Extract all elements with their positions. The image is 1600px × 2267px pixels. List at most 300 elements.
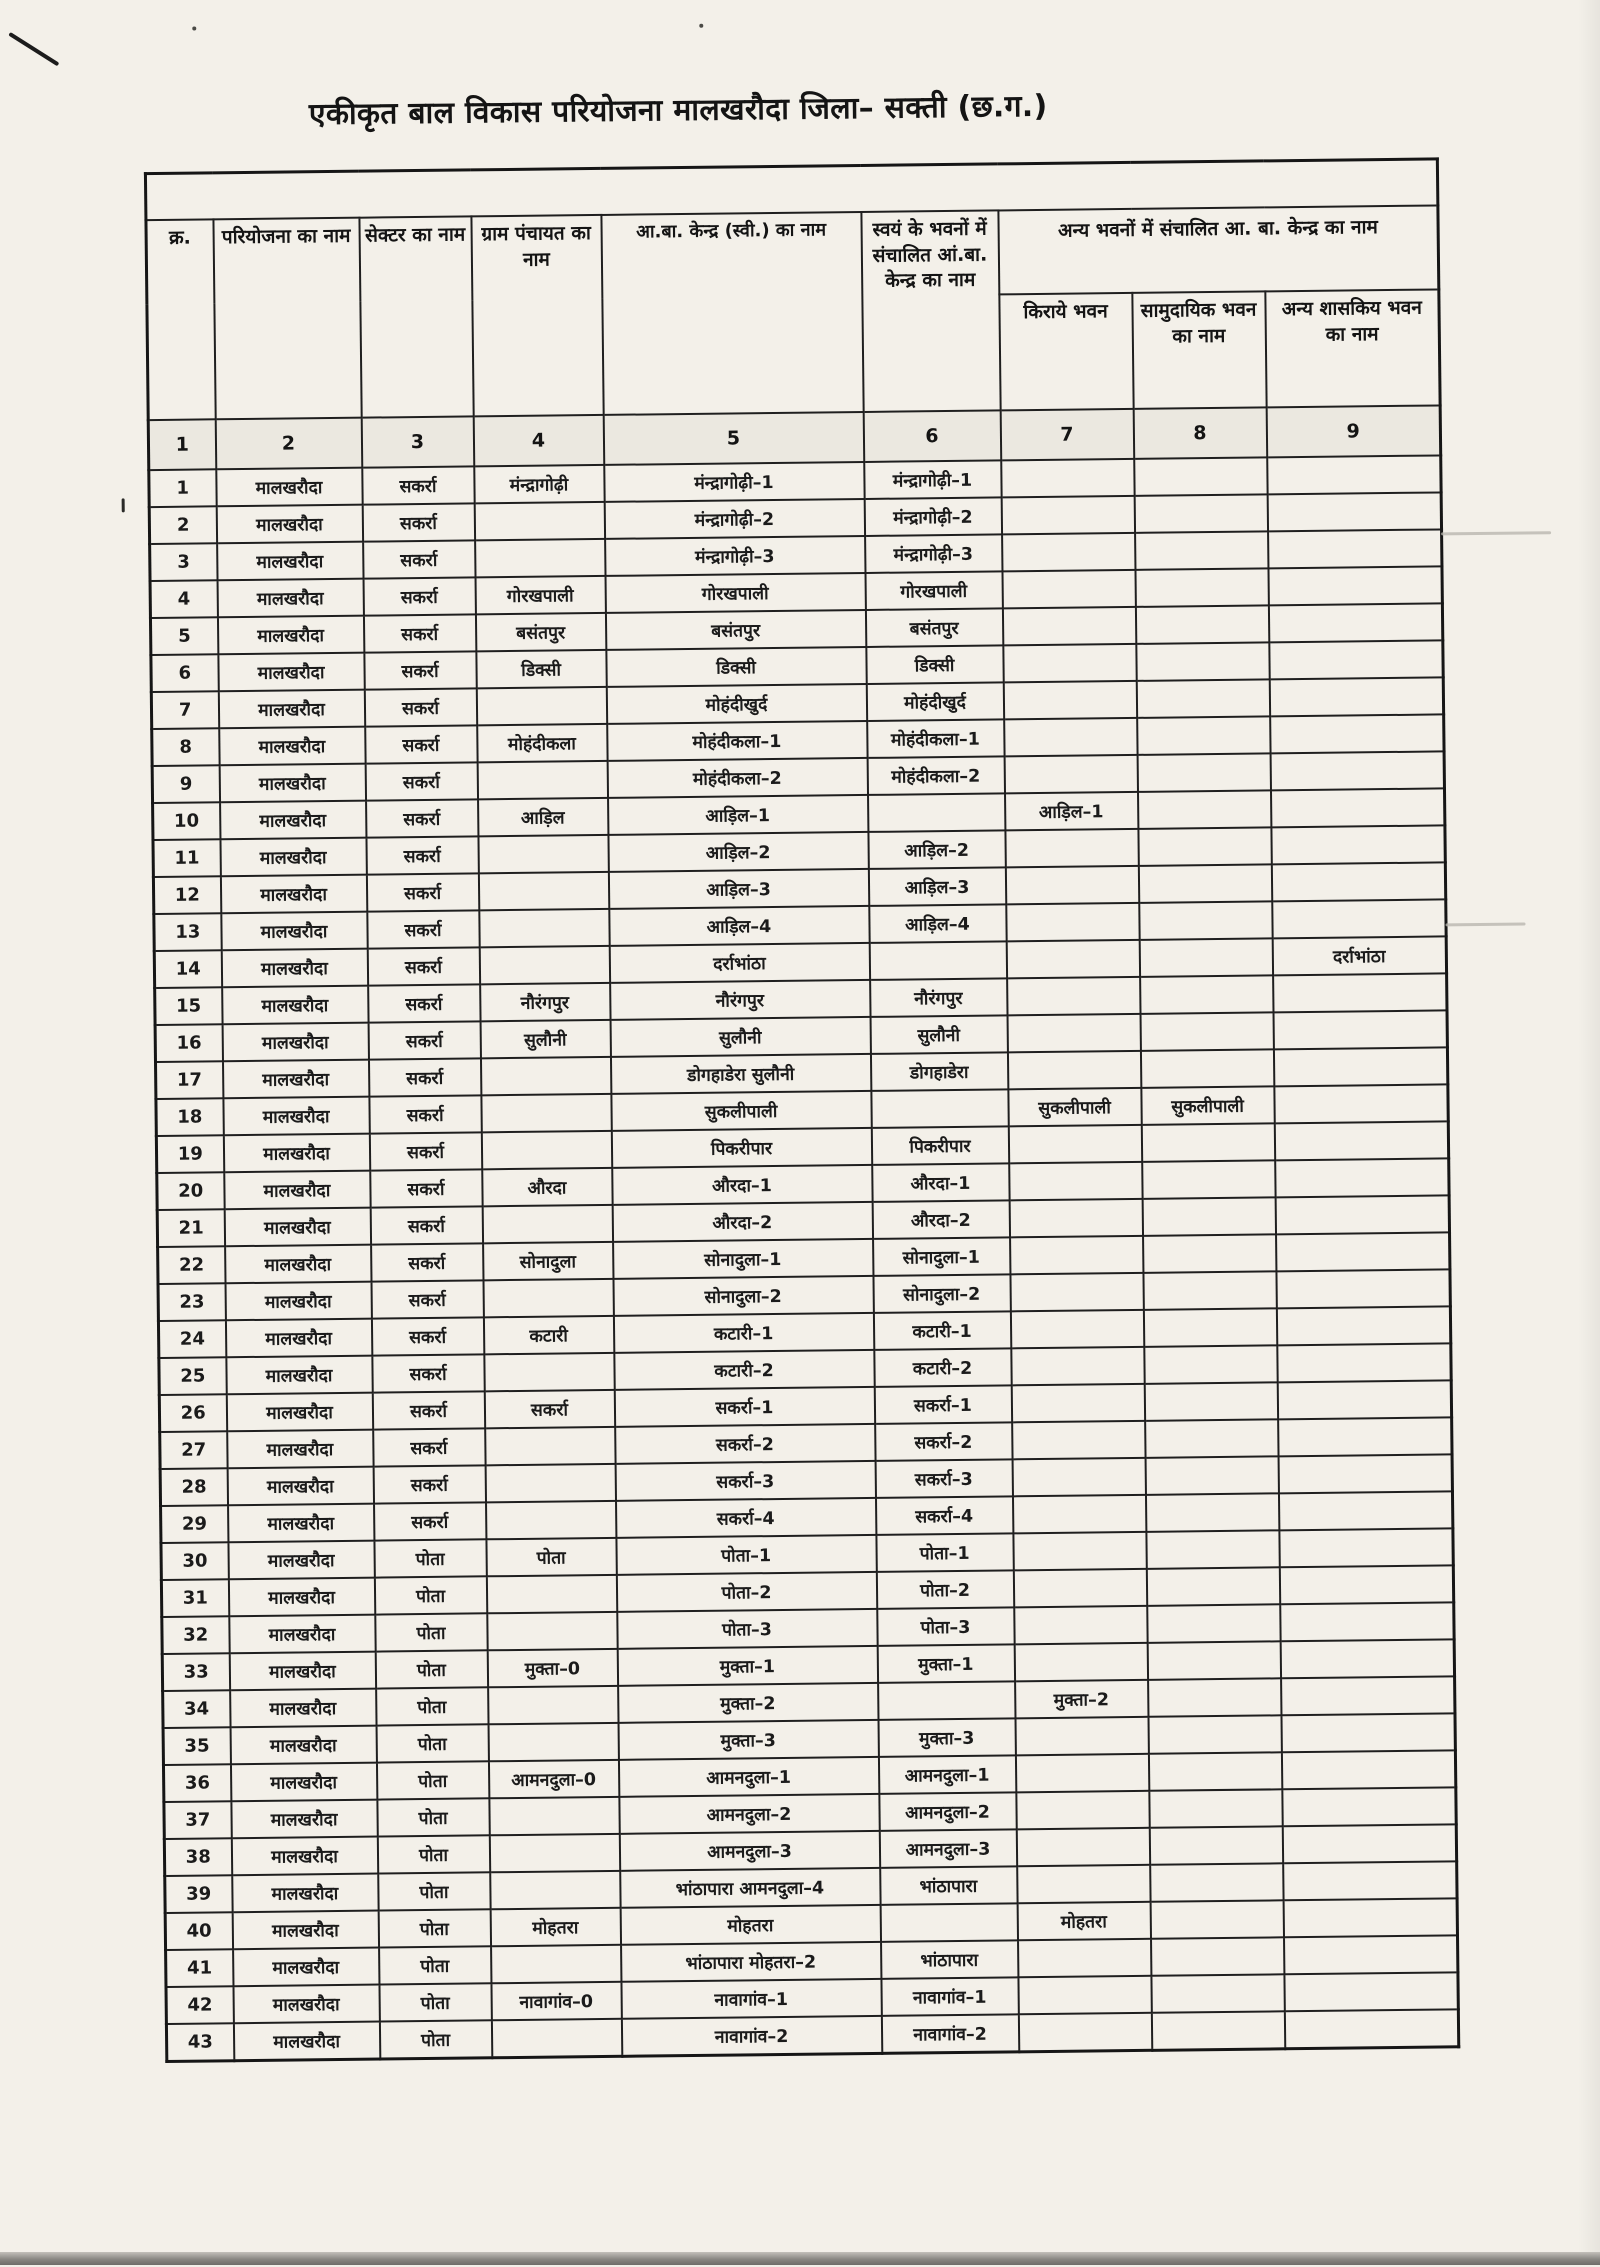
cell-col5: सकर्रा–3	[615, 1461, 875, 1501]
cell-col5: आमनदुला–1	[618, 1757, 878, 1797]
cell-col1: 20	[157, 1172, 224, 1210]
cell-col7	[1016, 1791, 1149, 1830]
cell-col8	[1143, 1271, 1276, 1310]
cell-col7: मुक्ता–2	[1015, 1680, 1148, 1719]
cell-col5: मोहंदीकला–2	[607, 758, 867, 798]
cell-col1: 1	[149, 469, 216, 507]
cell-col5: पिकरीपार	[611, 1128, 871, 1168]
cell-col4	[491, 2019, 621, 2058]
cell-col3: सकर्रा	[369, 1132, 481, 1170]
cell-col3: पोता	[379, 2020, 491, 2059]
cell-col9	[1281, 1676, 1455, 1715]
cell-col7	[1018, 1976, 1151, 2015]
cell-col9	[1273, 1047, 1447, 1086]
cell-col9	[1279, 1565, 1453, 1604]
cell-col6: मंन्द्रागोढ़ी–2	[864, 497, 1001, 536]
cell-col1: 42	[166, 1986, 233, 2024]
cell-col3: सकर्रा	[366, 836, 478, 874]
cell-col6: आड़िल–4	[869, 904, 1006, 943]
cell-col4: नौरंगपुर	[480, 983, 610, 1021]
cell-col2: मालखरौदा	[225, 1245, 371, 1284]
cell-col2: मालखरौदा	[230, 1689, 376, 1728]
column-number: 9	[1266, 405, 1441, 457]
cell-col2: मालखरौदा	[217, 579, 363, 618]
cell-col9	[1278, 1417, 1452, 1456]
cell-col4	[489, 1797, 619, 1835]
column-number: 8	[1133, 407, 1267, 459]
cell-col2: मालखरौदा	[232, 1874, 378, 1913]
cell-col5: भांठापारा मोहतरा–2	[621, 1942, 881, 1982]
cell-col5: सकर्रा–4	[616, 1498, 876, 1538]
cell-col8	[1140, 1012, 1273, 1051]
cell-col5: कटारी–1	[613, 1313, 873, 1353]
cell-col8	[1142, 1197, 1275, 1236]
cell-col4: मोहंदीकला	[477, 724, 607, 762]
cell-col5: सुकलीपाली	[611, 1091, 871, 1131]
cell-col8	[1138, 827, 1271, 866]
cell-col1: 23	[158, 1283, 225, 1321]
cell-col3: पोता	[376, 1687, 488, 1725]
cell-col8	[1149, 1826, 1282, 1865]
cell-col9	[1273, 1010, 1447, 1049]
cell-col3: सकर्रा	[371, 1243, 483, 1281]
cell-col7	[1009, 1162, 1142, 1201]
cell-col5: मंन्द्रागोढ़ी–2	[604, 499, 864, 539]
cell-col6: मोहंदीकला–1	[867, 719, 1004, 758]
cell-col6: आमनदुला–1	[878, 1755, 1015, 1794]
cell-col6: कटारी–1	[873, 1311, 1010, 1350]
header-gram-panchayat: ग्राम पंचायत का नाम	[471, 215, 603, 416]
cell-col6: मंन्द्रागोढ़ी–3	[865, 534, 1002, 573]
cell-col1: 2	[149, 506, 216, 544]
data-table	[144, 157, 1460, 2063]
cell-col8	[1140, 1049, 1273, 1088]
cell-col2: मालखरौदा	[233, 1948, 379, 1987]
header-project-name: परियोजना का नाम	[213, 218, 361, 420]
cell-col5: मोहंदीकला–1	[607, 721, 867, 761]
header-sector-name: सेक्टर का नाम	[359, 216, 473, 417]
cell-col8	[1145, 1456, 1278, 1495]
cell-col7	[1002, 533, 1135, 572]
cell-col4	[476, 687, 606, 725]
cell-col8	[1150, 1863, 1283, 1902]
cell-col7	[1008, 1125, 1141, 1164]
cell-col3: पोता	[374, 1539, 486, 1577]
cell-col2: मालखरौदा	[224, 1208, 370, 1247]
cell-col2: मालखरौदा	[228, 1504, 374, 1543]
cell-col6	[871, 1089, 1008, 1128]
cell-col6: मंन्द्रागोढ़ी–1	[864, 460, 1001, 499]
cell-col4	[485, 1427, 615, 1465]
cell-col8	[1136, 642, 1269, 681]
cell-col7	[1006, 903, 1139, 942]
cell-col1: 29	[161, 1505, 228, 1543]
cell-col6: नौरंगपुर	[870, 978, 1007, 1017]
cell-col5: आड़िल–1	[608, 795, 868, 835]
cell-col4: पोता	[486, 1538, 616, 1576]
cell-col9	[1271, 862, 1445, 901]
cell-col6: भांठापारा	[880, 1866, 1017, 1905]
cell-col4	[478, 835, 608, 873]
ink-speck	[699, 24, 703, 28]
ink-speck	[192, 27, 196, 31]
cell-col5: मंन्द्रागोढ़ी–3	[605, 536, 865, 576]
cell-col9	[1281, 1713, 1455, 1752]
cell-col1: 6	[151, 654, 218, 692]
cell-col6: सकर्रा–1	[874, 1385, 1011, 1424]
cell-col2: मालखरौदा	[233, 2022, 379, 2061]
cell-col3: सकर्रा	[368, 1058, 480, 1096]
cell-col5: नावागांव–1	[621, 1979, 881, 2019]
cell-col2: मालखरौदा	[223, 1134, 369, 1173]
cell-col8	[1139, 901, 1272, 940]
cell-col4	[489, 1834, 619, 1872]
cell-col8	[1149, 1789, 1282, 1828]
cell-col5: मुक्ता–1	[617, 1646, 877, 1686]
cell-col1: 7	[151, 691, 218, 729]
cell-col3: सकर्रा	[371, 1280, 483, 1318]
cell-col7: मोहतरा	[1017, 1902, 1150, 1941]
cell-col2: मालखरौदा	[229, 1652, 375, 1691]
cell-col9	[1269, 677, 1443, 716]
cell-col5: आड़िल–4	[609, 906, 869, 946]
cell-col9	[1268, 566, 1442, 605]
scan-right-shade	[1578, 0, 1600, 2265]
cell-col9	[1283, 1861, 1457, 1900]
cell-col7	[1012, 1421, 1145, 1460]
cell-col1: 32	[162, 1616, 229, 1654]
cell-col7	[1002, 570, 1135, 609]
cell-col2: मालखरौदा	[216, 468, 362, 507]
cell-col2: मालखरौदा	[222, 1060, 368, 1099]
cell-col1: 25	[159, 1357, 226, 1395]
column-number: 3	[361, 416, 474, 467]
cell-col3: सकर्रा	[374, 1502, 486, 1540]
cell-col4: आमनदुला–0	[488, 1760, 618, 1798]
cell-col9	[1282, 1824, 1456, 1863]
cell-col2: मालखरौदा	[222, 1023, 368, 1062]
cell-col5: नौरंगपुर	[610, 980, 870, 1020]
cell-col8	[1144, 1382, 1277, 1421]
cell-col7	[1018, 2013, 1151, 2052]
cell-col1: 16	[155, 1024, 222, 1062]
cell-col4: मंन्द्रागोढ़ी	[474, 465, 604, 503]
cell-col3: सकर्रा	[371, 1317, 483, 1355]
cell-col4	[482, 1205, 612, 1243]
cell-col2: मालखरौदा	[225, 1319, 371, 1358]
cell-col3: पोता	[376, 1761, 488, 1799]
cell-col9	[1267, 455, 1441, 494]
cell-col4: मुक्ता–0	[487, 1649, 617, 1687]
cell-col4	[474, 502, 604, 540]
cell-col3: सकर्रा	[362, 503, 474, 541]
cell-col9	[1277, 1343, 1451, 1382]
cell-col6: सकर्रा–4	[875, 1496, 1012, 1535]
cell-col9	[1267, 492, 1441, 531]
cell-col6: पोता–2	[876, 1570, 1013, 1609]
cell-col1: 14	[154, 950, 221, 988]
cell-col5: पोता–2	[616, 1572, 876, 1612]
cell-col6: नावागांव–2	[881, 2014, 1018, 2053]
cell-col2: मालखरौदा	[219, 764, 365, 803]
cell-col6: आड़िल–2	[868, 830, 1005, 869]
cell-col4	[479, 909, 609, 947]
cell-col5: आमनदुला–3	[619, 1831, 879, 1871]
header-row-main	[146, 205, 1439, 304]
ink-speck	[122, 498, 125, 512]
cell-col9	[1279, 1528, 1453, 1567]
cell-col7	[1015, 1717, 1148, 1756]
cell-col6: आमनदुला–3	[879, 1829, 1016, 1868]
header-awc-name: आ.बा. केन्द्र (स्वी.) का नाम	[601, 212, 863, 415]
cell-col2: मालखरौदा	[221, 912, 367, 951]
cell-col3: सकर्रा	[363, 577, 475, 615]
cell-col9	[1274, 1121, 1448, 1160]
cell-col1: 31	[161, 1579, 228, 1617]
cell-col2: मालखरौदा	[228, 1578, 374, 1617]
cell-col3: पोता	[375, 1650, 487, 1688]
cell-col1: 34	[163, 1690, 230, 1728]
cell-col6: सकर्रा–2	[875, 1422, 1012, 1461]
cell-col5: औरदा–1	[612, 1165, 872, 1205]
cell-col7	[1011, 1384, 1144, 1423]
cell-col7	[1007, 1014, 1140, 1053]
cell-col7	[1011, 1347, 1144, 1386]
cell-col3: सकर्रा	[373, 1465, 485, 1503]
cell-col1: 26	[159, 1394, 226, 1432]
cell-col1: 12	[153, 876, 220, 914]
cell-col5: बसंतपुर	[605, 610, 865, 650]
cell-col2: मालखरौदा	[226, 1393, 372, 1432]
cell-col8	[1139, 938, 1272, 977]
cell-col1: 11	[153, 839, 220, 877]
cell-col4	[480, 1057, 610, 1095]
cell-col9	[1273, 973, 1447, 1012]
cell-col2: मालखरौदा	[217, 616, 363, 655]
cell-col5: सकर्रा–1	[614, 1387, 874, 1427]
cell-col8	[1151, 1974, 1284, 2013]
cell-col4: औरदा	[482, 1168, 612, 1206]
cell-col5: डिक्सी	[606, 647, 866, 687]
cell-col1: 38	[164, 1838, 231, 1876]
cell-col6: सोनादुला–2	[873, 1274, 1010, 1313]
cell-col5: मुक्ता–2	[618, 1683, 878, 1723]
cell-col4	[481, 1094, 611, 1132]
cell-col6	[878, 1681, 1015, 1720]
cell-col7	[1018, 1939, 1151, 1978]
cell-col3: सकर्रा	[365, 725, 477, 763]
cell-col2: मालखरौदा	[231, 1837, 377, 1876]
cell-col2: मालखरौदा	[227, 1430, 373, 1469]
cell-col1: 28	[160, 1468, 227, 1506]
cell-col3: सकर्रा	[370, 1206, 482, 1244]
cell-col4	[484, 1353, 614, 1391]
cell-col2: मालखरौदा	[231, 1800, 377, 1839]
cell-col6: डोगहाडेरा	[870, 1052, 1007, 1091]
cell-col9	[1270, 788, 1444, 827]
cell-col1: 21	[157, 1209, 224, 1247]
cell-col3: सकर्रा	[363, 540, 475, 578]
cell-col7	[1010, 1236, 1143, 1275]
cell-col9	[1280, 1602, 1454, 1641]
cell-col1: 13	[154, 913, 221, 951]
cell-col5: दर्राभांठा	[609, 943, 869, 983]
header-own-building-awc: स्वयं के भवनों में संचालित आं.बा. केन्द्र का नाम	[861, 210, 1000, 412]
cell-col8	[1148, 1678, 1281, 1717]
cell-col4: गोरखपाली	[475, 576, 605, 614]
cell-col8	[1146, 1567, 1279, 1606]
cell-col5: मुक्ता–3	[618, 1720, 878, 1760]
cell-col2: मालखरौदा	[226, 1356, 372, 1395]
cell-col8	[1137, 753, 1270, 792]
cell-col1: 15	[155, 987, 222, 1025]
cell-col4: मोहतरा	[490, 1908, 620, 1946]
cell-col2: मालखरौदा	[221, 949, 367, 988]
cell-col2: मालखरौदा	[222, 986, 368, 1025]
cell-col5: सुलौनी	[610, 1017, 870, 1057]
cell-col4	[485, 1464, 615, 1502]
cell-col7	[1005, 829, 1138, 868]
cell-col6: मोहंदीकला–2	[867, 756, 1004, 795]
cell-col5: मोहतरा	[620, 1905, 880, 1945]
cell-col8	[1150, 1900, 1283, 1939]
cell-col7	[1013, 1569, 1146, 1608]
cell-col8	[1142, 1160, 1275, 1199]
cell-col4	[488, 1686, 618, 1724]
cell-col1: 9	[152, 765, 219, 803]
cell-col3: सकर्रा	[364, 651, 476, 689]
cell-col6: कटारी–2	[874, 1348, 1011, 1387]
cell-col7	[1010, 1273, 1143, 1312]
cell-col8	[1138, 790, 1271, 829]
cell-col6: डिक्सी	[866, 645, 1003, 684]
cell-col6: पोता–1	[876, 1533, 1013, 1572]
cell-col2: मालखरौदा	[218, 653, 364, 692]
cell-col7	[1013, 1532, 1146, 1571]
header-serial: क्र.	[146, 219, 215, 420]
cell-col6: मोहंदीखुर्द	[866, 682, 1003, 721]
cell-col8	[1141, 1123, 1274, 1162]
cell-col4	[475, 539, 605, 577]
cell-col9	[1276, 1269, 1450, 1308]
cell-col3: पोता	[378, 1909, 490, 1947]
column-number: 5	[603, 412, 864, 465]
cell-col7	[1016, 1828, 1149, 1867]
cell-col9	[1284, 1935, 1458, 1974]
cell-col5: सोनादुला–2	[613, 1276, 873, 1316]
page-title: एकीकृत बाल विकास परियोजना मालखरौदा जिला– सक्ती (छ.ग.)	[308, 88, 1048, 133]
cell-col1: 18	[156, 1098, 223, 1136]
cell-col9	[1276, 1232, 1450, 1271]
cell-col8	[1135, 568, 1268, 607]
cell-col7	[1004, 755, 1137, 794]
cell-col5: गोरखपाली	[605, 573, 865, 613]
cell-col5: डोगहाडेरा सुलौनी	[610, 1054, 870, 1094]
cell-col4	[478, 872, 608, 910]
cell-col1: 35	[163, 1727, 230, 1765]
cell-col3: सकर्रा	[367, 947, 479, 985]
cell-col1: 39	[165, 1875, 232, 1913]
cell-col9	[1277, 1380, 1451, 1419]
cell-col7	[1006, 940, 1139, 979]
cell-col9	[1283, 1898, 1457, 1937]
cell-col3: सकर्रा	[366, 799, 478, 837]
cell-col5: आड़िल–3	[608, 869, 868, 909]
cell-col9	[1268, 529, 1442, 568]
cell-col6: पोता–3	[877, 1607, 1014, 1646]
cell-col7	[1010, 1310, 1143, 1349]
cell-col8	[1151, 1937, 1284, 1976]
cell-col7	[1005, 866, 1138, 905]
cell-col1: 10	[153, 802, 220, 840]
cell-col9	[1275, 1195, 1449, 1234]
cell-col4: बसंतपुर	[475, 613, 605, 651]
pen-mark	[8, 32, 59, 66]
cell-col5: पोता–3	[617, 1609, 877, 1649]
cell-col9	[1274, 1084, 1448, 1123]
cell-col3: पोता	[379, 1946, 491, 1984]
cell-col6: सोनादुला–1	[873, 1237, 1010, 1276]
cell-col2: मालखरौदा	[218, 690, 364, 729]
cell-col1: 41	[166, 1949, 233, 1987]
cell-col9	[1284, 1972, 1458, 2011]
cell-col3: पोता	[376, 1724, 488, 1762]
header-community-building: सामुदायिक भवन का नाम	[1132, 291, 1266, 409]
cell-col7	[1017, 1865, 1150, 1904]
cell-col4	[487, 1612, 617, 1650]
cell-col2: मालखरौदा	[233, 1985, 379, 2024]
cell-col1: 36	[163, 1764, 230, 1802]
cell-col3: सकर्रा	[364, 688, 476, 726]
cell-col1: 33	[162, 1653, 229, 1691]
cell-col2: मालखरौदा	[220, 875, 366, 914]
cell-col2: मालखरौदा	[224, 1171, 370, 1210]
cell-col8	[1145, 1493, 1278, 1532]
cell-col3: सकर्रा	[369, 1095, 481, 1133]
cell-col6	[880, 1903, 1017, 1942]
cell-col3: सकर्रा	[373, 1428, 485, 1466]
cell-col4: सकर्रा	[484, 1390, 614, 1428]
cell-col4: डिक्सी	[476, 650, 606, 688]
cell-col9	[1272, 899, 1446, 938]
cell-col8	[1145, 1419, 1278, 1458]
cell-col7	[1014, 1643, 1147, 1682]
cell-col9	[1275, 1158, 1449, 1197]
cell-col6	[868, 793, 1005, 832]
cell-col5: आमनदुला–2	[619, 1794, 879, 1834]
cell-col2: मालखरौदा	[220, 801, 366, 840]
cell-col6: नावागांव–1	[881, 1977, 1018, 2016]
cell-col2: मालखरौदा	[230, 1726, 376, 1765]
cell-col6: आड़िल–3	[868, 867, 1005, 906]
header-rented-building: किराये भवन	[999, 293, 1133, 411]
cell-col4	[483, 1279, 613, 1317]
cell-col4	[486, 1501, 616, 1539]
cell-col2: मालखरौदा	[227, 1467, 373, 1506]
cell-col2: मालखरौदा	[223, 1097, 369, 1136]
cell-col3: पोता	[377, 1835, 489, 1873]
cell-col7	[1007, 1051, 1140, 1090]
cell-col3: सकर्रा	[366, 873, 478, 911]
cell-col1: 37	[164, 1801, 231, 1839]
cell-col5: नावागांव–2	[621, 2016, 881, 2056]
scan-bottom-edge	[0, 2252, 1600, 2265]
cell-col3: सकर्रा	[368, 984, 480, 1022]
cell-col3: सकर्रा	[365, 762, 477, 800]
cell-col9	[1280, 1639, 1454, 1678]
cell-col4	[488, 1723, 618, 1761]
cell-col6: औरदा–1	[872, 1163, 1009, 1202]
